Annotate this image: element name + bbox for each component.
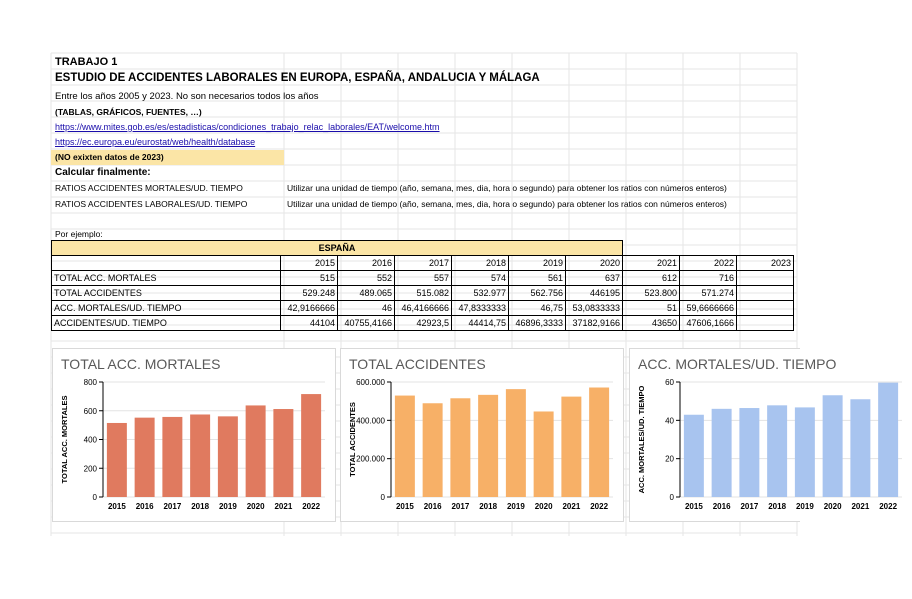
sources-note: (TABLAS, GRÁFICOS, FUENTES, …) [55, 107, 202, 117]
table-cell: 44414,75 [452, 316, 509, 331]
y-axis-label: TOTAL ACC. MORTALES [60, 395, 69, 484]
table-cell: 523.800 [623, 286, 680, 301]
y-tick-label: 400 [83, 435, 97, 445]
bar [795, 407, 815, 497]
bar [423, 403, 443, 497]
table-corner-cell [52, 256, 281, 271]
ratio2-label: RATIOS ACCIDENTES LABORALES/UD. TIEMPO [55, 199, 248, 209]
table-cell: 489.065 [338, 286, 395, 301]
table-cell: 446195 [566, 286, 623, 301]
x-tick-label: 2019 [506, 502, 525, 511]
bar [878, 383, 898, 497]
x-tick-label: 2015 [395, 502, 414, 511]
table-cell: 40755,4166 [338, 316, 395, 331]
x-tick-label: 2016 [712, 502, 731, 511]
table-cell [737, 301, 794, 316]
chart-total-acc-mortales[interactable] [52, 348, 336, 522]
y-tick-label: 200.000 [356, 454, 385, 464]
table-cell: 47,8333333 [452, 301, 509, 316]
ratio1-label: RATIOS ACCIDENTES MORTALES/UD. TIEMPO [55, 183, 243, 193]
y-tick-label: 400.000 [356, 416, 385, 426]
x-tick-label: 2015 [107, 502, 126, 511]
table-cell: 552 [338, 271, 395, 286]
x-tick-label: 2018 [191, 502, 210, 511]
table-year-row [52, 256, 794, 271]
bar [506, 389, 526, 497]
bar [450, 398, 470, 497]
x-tick-label: 2022 [879, 502, 898, 511]
bar [478, 395, 498, 497]
bar-chart-svg [341, 349, 623, 521]
bar [589, 388, 609, 497]
table-row [52, 286, 794, 301]
source-link-mites[interactable]: https://www.mites.gob.es/es/estadisticas/condiciones_trabajo_relac_laborales/EAT/welcome.htm [55, 122, 440, 132]
y-tick-label: 800 [83, 378, 97, 387]
bar [684, 415, 704, 497]
ratio2-hint: Utilizar una unidad de tiempo (año, semana, mes, dia, hora o segundo) para obtener los ratios con números enteros) [287, 199, 727, 209]
table-row [52, 271, 794, 286]
y-axis-label: TOTAL ACCIDENTES [348, 402, 357, 477]
source-link-eurostat[interactable]: https://ec.europa.eu/eurostat/web/health/database [55, 137, 256, 147]
group-header-espana: ESPAÑA [52, 241, 623, 256]
x-tick-label: 2018 [768, 502, 787, 511]
table-cell: 43650 [623, 316, 680, 331]
bar [190, 414, 210, 497]
year-header: 2019 [509, 256, 566, 271]
table-cell: 59,6666666 [680, 301, 737, 316]
x-tick-label: 2021 [274, 502, 293, 511]
table-cell: 562.756 [509, 286, 566, 301]
table-cell: 46,4166666 [395, 301, 452, 316]
table-cell: 637 [566, 271, 623, 286]
bar [395, 396, 415, 497]
x-tick-label: 2018 [479, 502, 498, 511]
chart-acc-mortales-ud-tiempo[interactable] [629, 348, 898, 522]
table-cell: 46896,3333 [509, 316, 566, 331]
x-tick-label: 2021 [562, 502, 581, 511]
bar [246, 405, 266, 497]
x-tick-label: 2020 [534, 502, 553, 511]
x-tick-label: 2019 [795, 502, 814, 511]
x-tick-label: 2016 [423, 502, 442, 511]
table-cell: 515.082 [395, 286, 452, 301]
year-header: 2021 [623, 256, 680, 271]
y-tick-label: 60 [665, 378, 674, 387]
x-tick-label: 2022 [590, 502, 609, 511]
y-tick-label: 200 [83, 464, 97, 474]
y-tick-label: 0 [669, 493, 674, 502]
bar [135, 418, 155, 497]
sheet-subtitle: ESTUDIO DE ACCIDENTES LABORALES EN EUROPA, ESPAÑA, ANDALUCIA Y MÁLAGA [55, 72, 540, 84]
year-header: 2017 [395, 256, 452, 271]
x-tick-label: 2020 [823, 502, 842, 511]
table-cell: 44104 [281, 316, 338, 331]
table-row [52, 316, 794, 331]
table-cell: 515 [281, 271, 338, 286]
y-tick-label: 40 [665, 416, 674, 426]
table-cell [737, 316, 794, 331]
year-header: 2020 [566, 256, 623, 271]
bar [767, 405, 787, 497]
ratio1-hint: Utilizar una unidad de tiempo (año, semana, mes, dia, hora o segundo) para obtener los ratios con números enteros) [287, 183, 727, 193]
x-tick-label: 2019 [218, 502, 237, 511]
y-tick-label: 20 [665, 454, 674, 464]
x-tick-label: 2021 [851, 502, 870, 511]
year-header: 2022 [680, 256, 737, 271]
table-cell: 574 [452, 271, 509, 286]
row-label: TOTAL ACCIDENTES [52, 286, 281, 301]
bar [823, 395, 843, 497]
year-header: 2018 [452, 256, 509, 271]
y-tick-label: 600.000 [356, 378, 385, 387]
bar [561, 397, 581, 497]
chart-total-accidentes[interactable] [340, 348, 624, 522]
table-cell [737, 271, 794, 286]
year-header: 2016 [338, 256, 395, 271]
table-cell: 612 [623, 271, 680, 286]
row-label: ACCIDENTES/UD. TIEMPO [52, 316, 281, 331]
y-tick-label: 0 [380, 493, 385, 502]
bar-chart-svg [53, 349, 335, 521]
bar-chart-svg [630, 349, 912, 521]
sheet-title: TRABAJO 1 [55, 56, 118, 68]
year-header: 2015 [281, 256, 338, 271]
table-cell: 53,0833333 [566, 301, 623, 316]
table-cell: 37182,9166 [566, 316, 623, 331]
table-cell: 529.248 [281, 286, 338, 301]
y-tick-label: 0 [92, 493, 97, 502]
table-cell: 42923,5 [395, 316, 452, 331]
calc-label: Calcular finalmente: [55, 167, 151, 178]
chart-title: TOTAL ACC. MORTALES [61, 356, 221, 372]
chart-title: ACC. MORTALES/UD. TIEMPO [638, 356, 837, 372]
year-header: 2023 [737, 256, 794, 271]
bar [107, 423, 127, 497]
example-label: Por ejemplo: [55, 229, 103, 239]
x-tick-label: 2017 [163, 502, 182, 511]
x-tick-label: 2016 [135, 502, 154, 511]
table-row [52, 301, 794, 316]
table-cell: 716 [680, 271, 737, 286]
row-label: ACC. MORTALES/UD. TIEMPO [52, 301, 281, 316]
table-cell: 561 [509, 271, 566, 286]
table-cell: 571.274 [680, 286, 737, 301]
table-cell [737, 286, 794, 301]
bar [534, 411, 554, 497]
bar [712, 409, 732, 497]
bar [739, 408, 759, 497]
row-label: TOTAL ACC. MORTALES [52, 271, 281, 286]
bar [850, 399, 870, 497]
chart-title: TOTAL ACCIDENTES [349, 356, 486, 372]
table-cell: 46 [338, 301, 395, 316]
table-group-header-row [52, 241, 794, 256]
x-tick-label: 2022 [302, 502, 321, 511]
table-cell: 532.977 [452, 286, 509, 301]
no-data-note: (NO exixten datos de 2023) [55, 152, 164, 162]
spain-data-table [51, 240, 794, 331]
table-cell: 42,9166666 [281, 301, 338, 316]
x-tick-label: 2017 [451, 502, 470, 511]
x-tick-label: 2015 [684, 502, 703, 511]
table-cell: 51 [623, 301, 680, 316]
years-note: Entre los años 2005 y 2023. No son necesarios todos los años [55, 91, 319, 102]
bar [162, 417, 182, 497]
table-cell: 46,75 [509, 301, 566, 316]
y-tick-label: 600 [83, 406, 97, 416]
bar [273, 409, 293, 497]
bar [301, 394, 321, 497]
table-cell: 47606,1666 [680, 316, 737, 331]
y-axis-label: ACC. MORTALES/UD. TIEMPO [637, 385, 646, 494]
x-tick-label: 2017 [740, 502, 759, 511]
bar [218, 416, 238, 497]
x-tick-label: 2020 [246, 502, 265, 511]
table-cell: 557 [395, 271, 452, 286]
